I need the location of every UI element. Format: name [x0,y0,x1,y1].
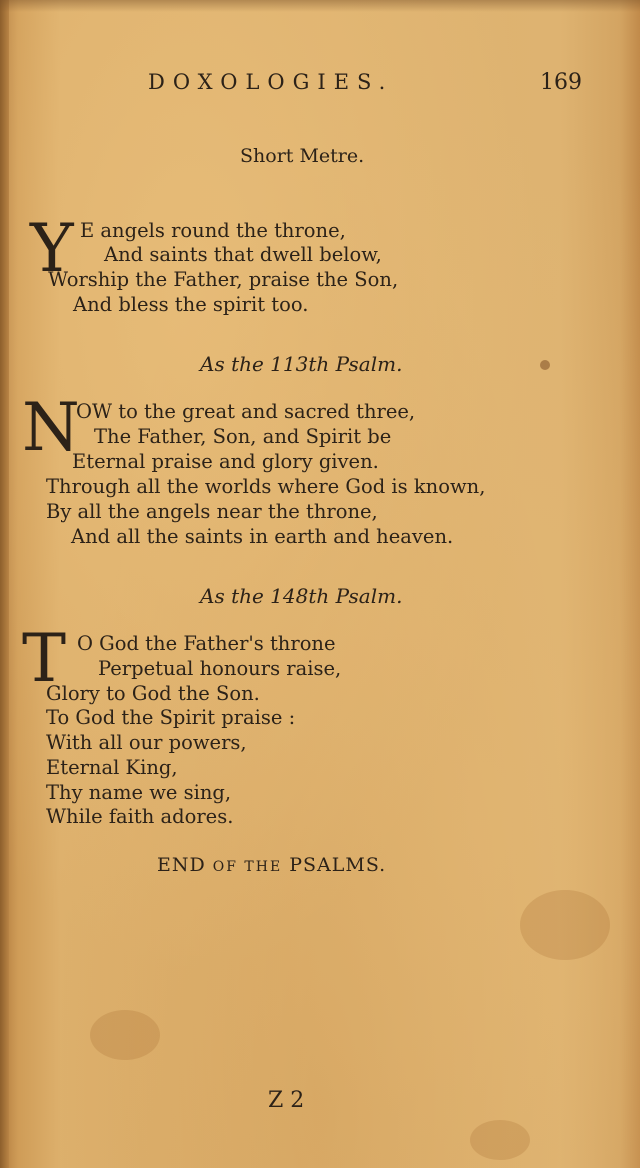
of-the-word: OF THE [212,859,283,875]
page-gutter [0,0,9,1168]
verse-line: To God the Spirit praise : [46,706,296,729]
verse-line: By all the angels near the throne, [46,500,378,523]
foxing-stain [520,890,610,960]
verse-line: With all our powers, [46,731,247,754]
foxing-spot [540,360,550,370]
section-title-148th-psalm: As the 148th Psalm. [200,584,403,608]
end-word: END [157,854,206,876]
verse-line: OW to the great and sacred three, [76,400,416,423]
verse-line: Worship the Father, praise the Son, [48,268,399,291]
section-title-short-metre: Short Metre. [240,145,365,167]
verse-line: And all the saints in earth and heaven. [71,525,454,548]
psalms-word: PSALMS. [289,854,387,876]
foxing-stain [90,1010,160,1060]
verse-line: And bless the spirit too. [73,293,309,316]
verse-line: While faith adores. [46,805,234,828]
verse-line: Thy name we sing, [46,781,232,804]
verse-line: Glory to God the Son. [46,682,260,705]
signature-mark: Z 2 [268,1088,305,1113]
verse-line: O God the Father's throne [77,632,336,655]
drop-cap: N [22,389,80,466]
verse-line: Through all the worlds where God is known, [46,475,486,498]
verse-line: Perpetual honours raise, [98,657,342,680]
verse-line: And saints that dwell below, [104,243,382,266]
section-title-113th-psalm: As the 113th Psalm. [200,352,403,376]
foxing-stain [470,1120,530,1160]
drop-cap: Y [30,210,74,287]
verse-line: E angels round the throne, [80,219,346,242]
page-top-shadow [0,0,640,12]
running-title: DOXOLOGIES. [148,70,394,94]
end-of-psalms [157,854,386,876]
verse-line: Eternal King, [46,756,178,779]
page-number: 169 [540,70,582,95]
verse-line: The Father, Son, and Spirit be [94,425,392,448]
verse-line: Eternal praise and glory given. [72,450,379,473]
drop-cap: T [22,620,67,697]
